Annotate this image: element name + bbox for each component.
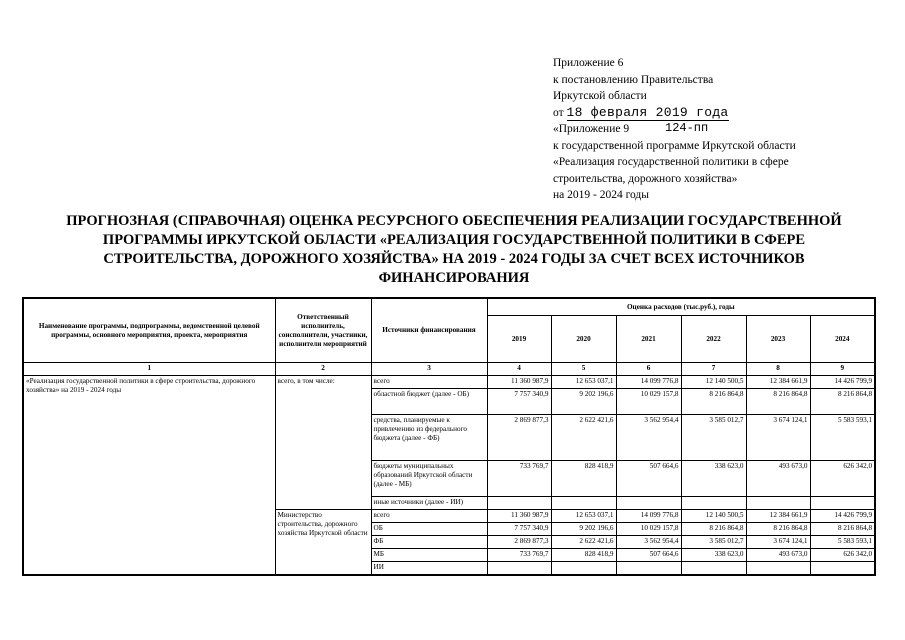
header-year: 2019 — [487, 316, 551, 363]
title-line: СТРОИТЕЛЬСТВА, ДОРОЖНОГО ХОЗЯЙСТВА» НА 2019 - 2024 ГОДЫ ЗА СЧЕТ ВСЕХ ИСТОЧНИКОВ — [103, 251, 805, 267]
title-line: ПРОГНОЗНАЯ (СПРАВОЧНАЯ) ОЦЕНКА РЕСУРСНОГО ОБЕСПЕЧЕНИЯ РЕАЛИЗАЦИИ ГОСУДАРСТВЕННОЙ — [66, 213, 842, 229]
value-cell: 733 769,7 — [487, 461, 551, 497]
appendix-line: «Реализация государственной политики в сфере — [553, 156, 789, 168]
value-cell: 7 757 340,9 — [487, 389, 551, 415]
value-cell: 9 202 196,6 — [551, 523, 616, 536]
header-estimate: Оценка расходов (тыс.руб.), годы — [487, 298, 875, 316]
value-cell: 828 418,9 — [551, 549, 616, 562]
value-cell: 11 360 987,9 — [487, 376, 551, 389]
value-cell: 8 216 864,8 — [810, 389, 875, 415]
date-value: 18 февраля 2019 года — [566, 104, 729, 120]
value-cell — [551, 497, 616, 510]
source-cell: областной бюджет (далее - ОБ) — [371, 389, 487, 415]
header-year: 2020 — [551, 316, 616, 363]
appendix-line: к государственной программе Иркутской области — [553, 139, 796, 152]
value-cell: 733 769,7 — [487, 549, 551, 562]
value-cell: 10 029 157,8 — [616, 523, 681, 536]
value-cell: 2 869 877,3 — [487, 415, 551, 461]
appendix-line: строительства, дорожного хозяйства» — [553, 172, 738, 185]
value-cell: 493 673,0 — [746, 549, 810, 562]
value-cell: 3 585 012,7 — [681, 536, 746, 549]
value-cell — [810, 497, 875, 510]
source-cell: ФБ — [371, 536, 487, 549]
appendix-line: «Приложение 9 — [553, 123, 630, 135]
appendix-line: на 2019 - 2024 годы — [553, 189, 650, 201]
value-cell — [616, 562, 681, 575]
date-prefix: от — [553, 106, 567, 119]
value-cell — [810, 562, 875, 575]
value-cell: 8 216 864,8 — [746, 389, 810, 415]
value-cell: 12 140 500,5 — [681, 376, 746, 389]
executor-cell: Министерство строительства, дорожного хозяйства Иркутской области — [275, 510, 371, 575]
value-cell: 14 426 799,9 — [810, 376, 875, 389]
column-number: 2 — [275, 363, 371, 376]
column-number-row — [23, 363, 875, 376]
source-cell: МБ — [371, 549, 487, 562]
value-cell: 10 029 157,8 — [616, 389, 681, 415]
value-cell: 626 342,0 — [810, 549, 875, 562]
header-year: 2021 — [616, 316, 681, 363]
header-year: 2024 — [810, 316, 875, 363]
value-cell: 3 562 954,4 — [616, 415, 681, 461]
source-cell: ИИ — [371, 562, 487, 575]
value-cell — [746, 497, 810, 510]
header-year: 2022 — [681, 316, 746, 363]
value-cell: 14 099 776,8 — [616, 510, 681, 523]
value-cell — [487, 562, 551, 575]
value-cell: 338 623,0 — [681, 461, 746, 497]
value-cell — [551, 562, 616, 575]
value-cell: 8 216 864,8 — [681, 389, 746, 415]
value-cell — [681, 497, 746, 510]
appendix-line: к постановлению Правительства — [553, 73, 714, 86]
document-title — [20, 212, 888, 288]
column-number: 9 — [810, 363, 875, 376]
value-cell — [487, 497, 551, 510]
value-cell — [681, 562, 746, 575]
header-executor: Ответственный исполнитель, соисполнители, участники, исполнители мероприятий — [275, 298, 371, 363]
value-cell: 828 418,9 — [551, 461, 616, 497]
value-cell: 3 585 012,7 — [681, 415, 746, 461]
title-line: ФИНАНСИРОВАНИЯ — [378, 270, 530, 286]
value-cell: 2 622 421,6 — [551, 415, 616, 461]
header-year: 2023 — [746, 316, 810, 363]
value-cell: 12 384 661,9 — [746, 376, 810, 389]
value-cell: 8 216 864,8 — [746, 523, 810, 536]
source-cell: иные источники (далее - ИИ) — [371, 497, 487, 510]
value-cell: 2 869 877,3 — [487, 536, 551, 549]
column-number: 1 — [23, 363, 275, 376]
executor-cell: всего, в том числе: — [275, 376, 371, 510]
column-number: 6 — [616, 363, 681, 376]
value-cell: 507 664,6 — [616, 461, 681, 497]
title-line: ПРОГРАММЫ ИРКУТСКОЙ ОБЛАСТИ «РЕАЛИЗАЦИЯ ГОСУДАРСТВЕННОЙ ПОЛИТИКИ В СФЕРЕ — [102, 232, 806, 248]
column-number: 7 — [681, 363, 746, 376]
value-cell: 8 216 864,8 — [810, 523, 875, 536]
table-row — [23, 376, 875, 389]
value-cell: 12 140 500,5 — [681, 510, 746, 523]
value-cell — [746, 562, 810, 575]
appendix-line: Приложение 6 — [553, 57, 624, 69]
value-cell: 12 653 037,1 — [551, 376, 616, 389]
value-cell: 9 202 196,6 — [551, 389, 616, 415]
budget-table — [22, 297, 876, 576]
value-cell: 507 664,6 — [616, 549, 681, 562]
value-cell: 5 583 593,1 — [810, 536, 875, 549]
value-cell: 626 342,0 — [810, 461, 875, 497]
value-cell: 12 653 037,1 — [551, 510, 616, 523]
value-cell: 493 673,0 — [746, 461, 810, 497]
value-cell: 5 583 593,1 — [810, 415, 875, 461]
value-cell: 11 360 987,9 — [487, 510, 551, 523]
source-cell: всего — [371, 376, 487, 389]
appendix-line: Иркутской области — [553, 90, 647, 102]
value-cell — [616, 497, 681, 510]
header-row — [23, 298, 875, 316]
column-number: 3 — [371, 363, 487, 376]
value-cell: 3 562 954,4 — [616, 536, 681, 549]
column-number: 5 — [551, 363, 616, 376]
value-cell: 3 674 124,1 — [746, 536, 810, 549]
value-cell: 14 099 776,8 — [616, 376, 681, 389]
source-cell: всего — [371, 510, 487, 523]
appendix-date-line — [553, 105, 883, 122]
value-cell: 2 622 421,6 — [551, 536, 616, 549]
header-program: Наименование программы, подпрограммы, ведомственной целевой программы, основного мероприятия, проекта, мероприятия — [23, 298, 275, 363]
appendix-block — [553, 55, 883, 204]
value-cell: 14 426 799,9 — [810, 510, 875, 523]
value-cell: 7 757 340,9 — [487, 523, 551, 536]
source-cell: средства, планируемые к привлечению из федерального бюджета (далее - ФБ) — [371, 415, 487, 461]
column-number: 4 — [487, 363, 551, 376]
value-cell: 3 674 124,1 — [746, 415, 810, 461]
column-number: 8 — [746, 363, 810, 376]
value-cell: 12 384 661,9 — [746, 510, 810, 523]
program-name-cell: «Реализация государственной политики в сфере строительства, дорожного хозяйства» на 2019 - 2024 годы — [23, 376, 275, 575]
source-cell: ОБ — [371, 523, 487, 536]
header-source: Источники финансирования — [371, 298, 487, 363]
value-cell: 8 216 864,8 — [681, 523, 746, 536]
document-number: 124-пп — [665, 121, 709, 135]
source-cell: бюджеты муниципальных образований Иркутской области (далее - МБ) — [371, 461, 487, 497]
value-cell: 338 623,0 — [681, 549, 746, 562]
